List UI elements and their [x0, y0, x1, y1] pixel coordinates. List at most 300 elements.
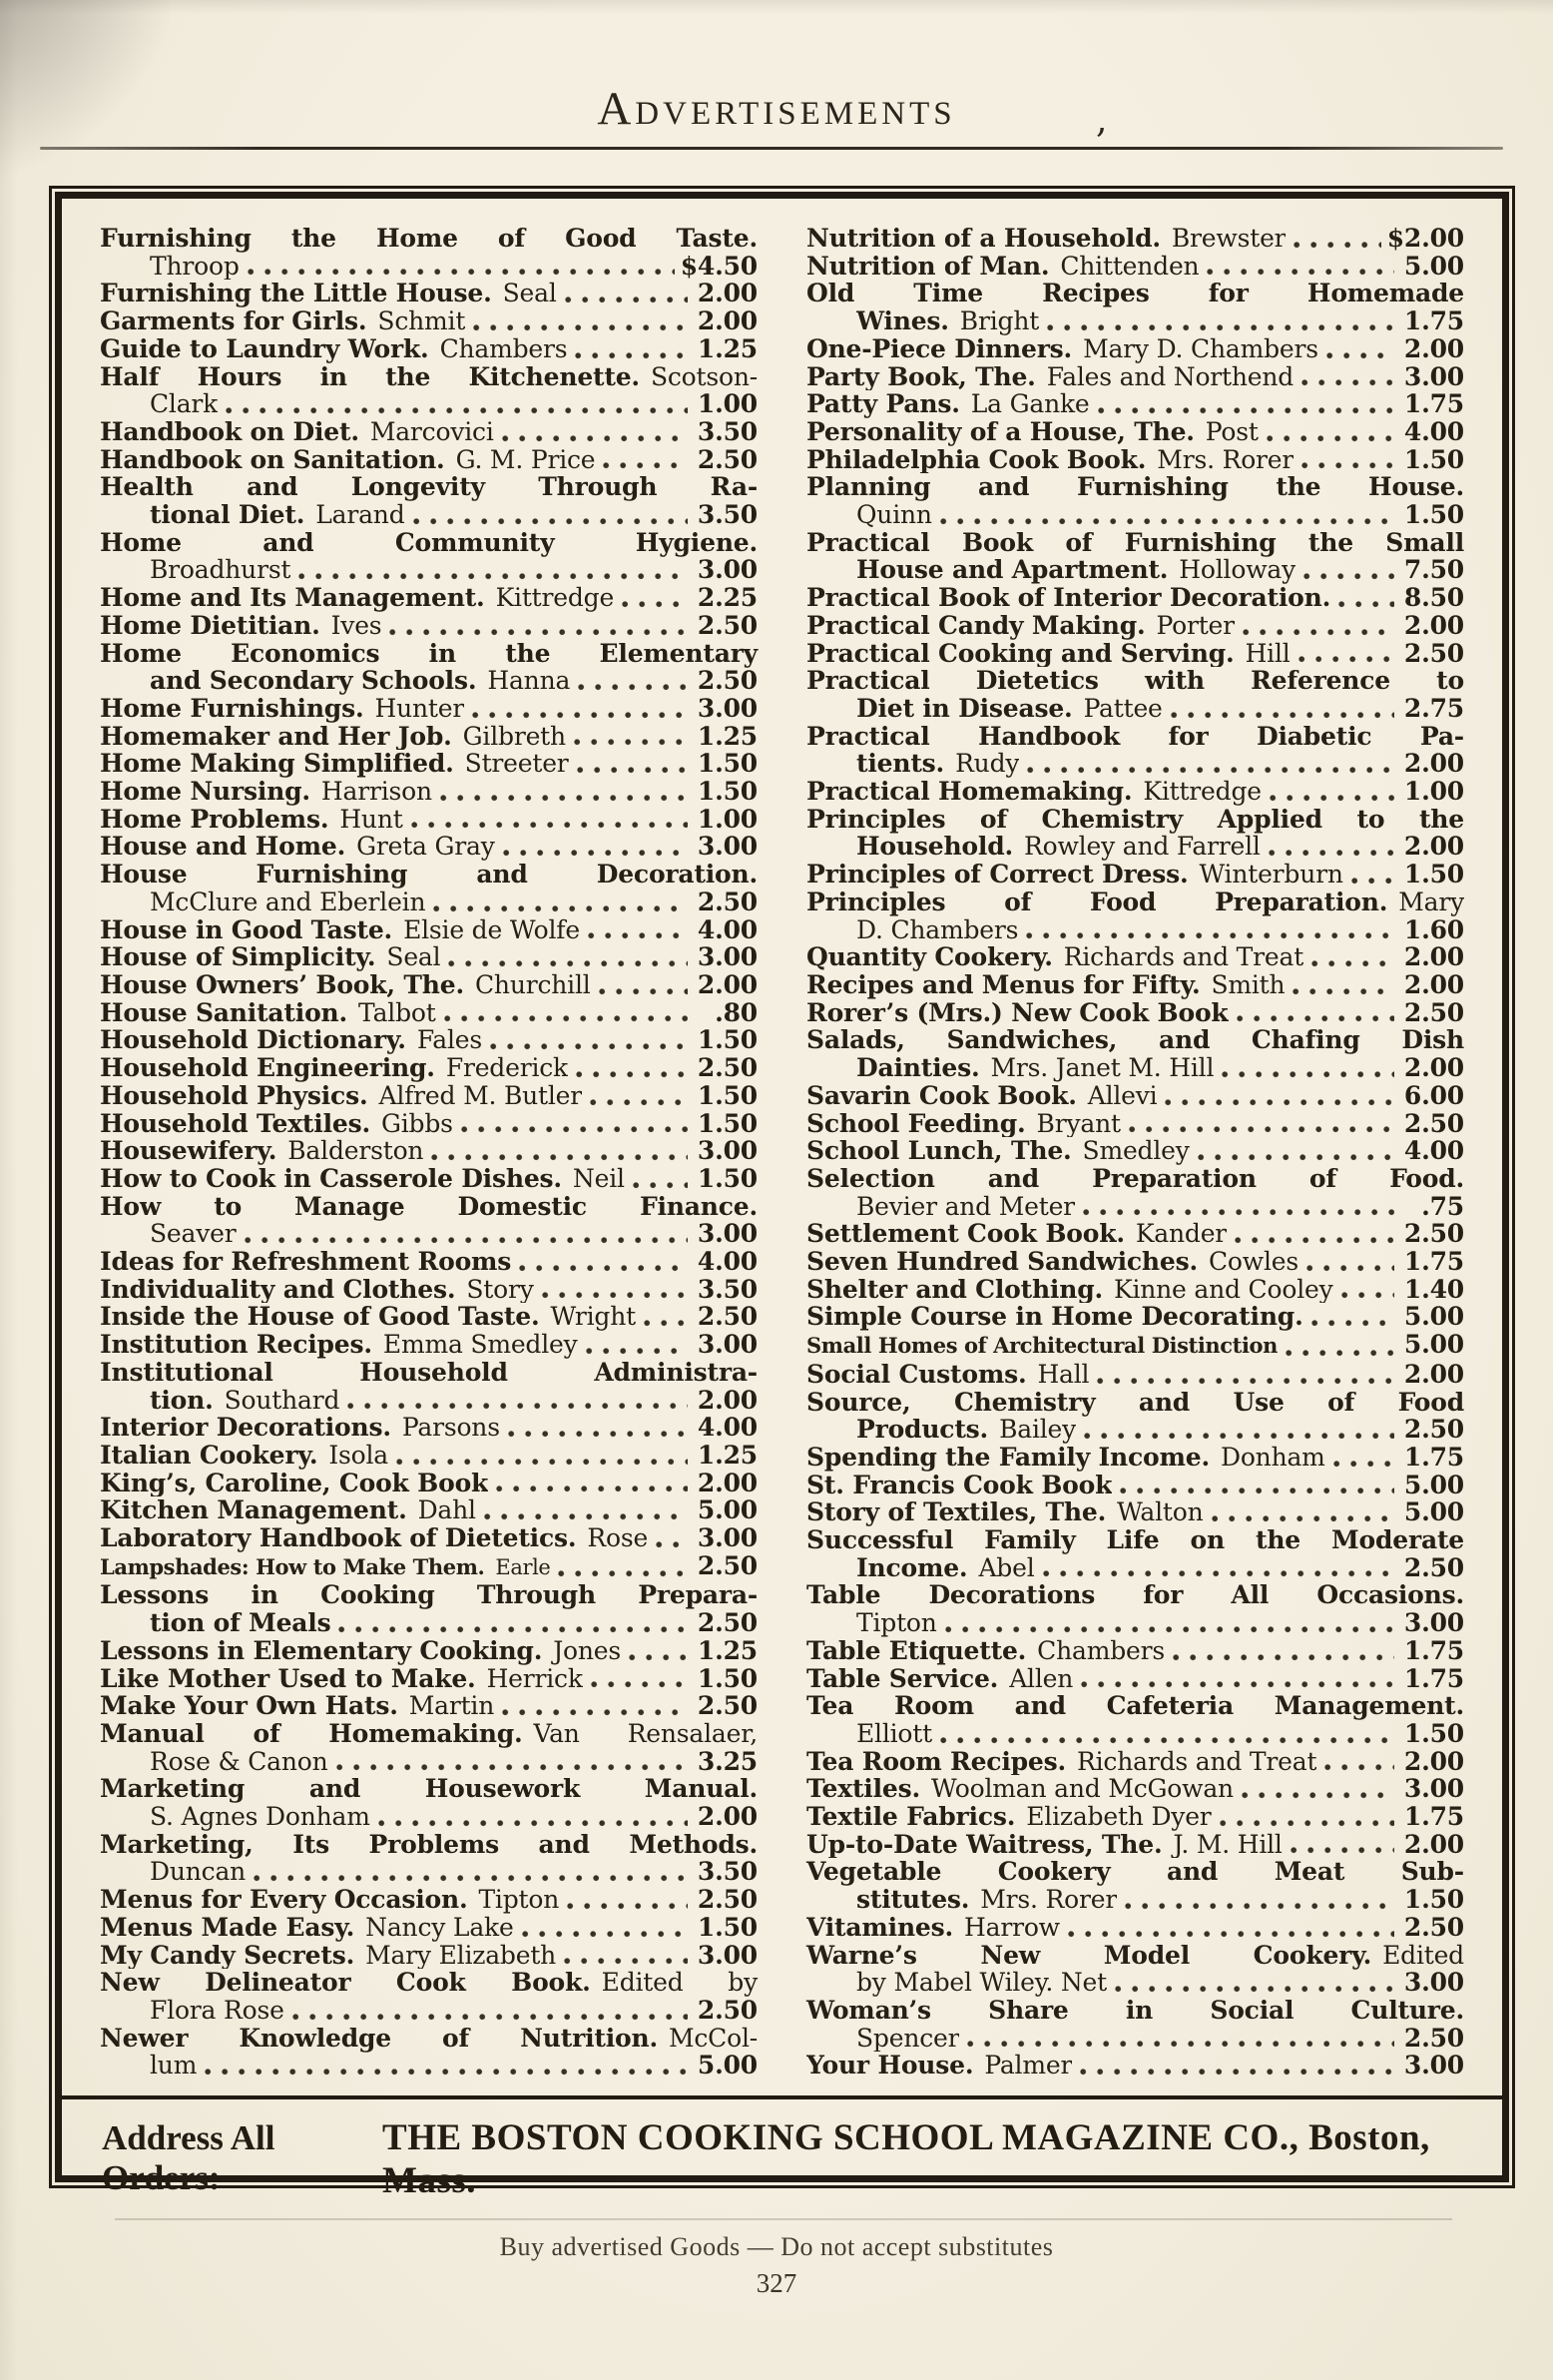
- book-line: [806, 307, 1464, 335]
- book-line-text: [100, 1303, 636, 1331]
- book-author: Throop: [150, 252, 240, 281]
- book-line-text: [806, 1472, 1112, 1499]
- book-line-text: [806, 528, 1464, 557]
- dot-leader: [448, 960, 688, 967]
- book-title: Lessons in Elementary Cooking.: [100, 1636, 543, 1665]
- book-line: [806, 1665, 1464, 1693]
- book-line-text: [100, 1774, 758, 1803]
- book-price: 3.00: [1403, 1774, 1464, 1804]
- book-title: Home Making Simplified.: [100, 750, 454, 779]
- book-line-text: [100, 1968, 758, 1997]
- book-title: Principles of Chemistry Applied to the: [806, 804, 1464, 834]
- book-line: [806, 446, 1464, 474]
- book-price: 2.50: [697, 610, 758, 640]
- book-line-text: [100, 639, 758, 668]
- book-line-text: [806, 472, 1464, 501]
- book-price: 2.50: [697, 1885, 758, 1915]
- book-price: 2.00: [697, 279, 758, 308]
- book-list-column-left: [100, 225, 758, 2085]
- book-entry: [806, 1692, 1464, 1747]
- book-author: Bright: [959, 307, 1040, 335]
- dot-leader: [564, 1958, 688, 1965]
- book-entry: [806, 446, 1464, 474]
- book-author: Rudy: [955, 750, 1020, 779]
- book-title: Source, Chemistry and Use of Food: [806, 1387, 1464, 1417]
- book-price: 2.00: [1403, 1359, 1464, 1389]
- book-price: 3.00: [697, 1940, 758, 1970]
- book-line: [806, 971, 1464, 999]
- book-title: Spending the Family Income.: [806, 1443, 1210, 1472]
- book-entry: [100, 640, 758, 695]
- book-entry: [100, 473, 758, 528]
- dot-leader: [1080, 2069, 1394, 2076]
- book-line: [806, 695, 1464, 723]
- book-list-column-right: [806, 225, 1464, 2085]
- book-entry: [100, 1248, 758, 1276]
- book-entry: [100, 806, 758, 834]
- book-title: Small Homes of Architectural Distinction: [806, 1333, 1279, 1359]
- book-line-text: [806, 1025, 1464, 1054]
- book-author: G. M. Price: [455, 445, 596, 474]
- book-line: [100, 1470, 758, 1497]
- book-line-text: [806, 1361, 1089, 1389]
- book-line: [806, 1165, 1464, 1193]
- book-price: 3.50: [697, 1857, 758, 1887]
- book-line-text: [806, 390, 1090, 418]
- book-title: Table Service.: [806, 1664, 999, 1693]
- book-author: Post: [1205, 417, 1259, 446]
- book-line-text: [100, 1524, 648, 1552]
- book-title: Income.: [856, 1553, 968, 1582]
- book-entry: [100, 1414, 758, 1442]
- dot-leader: [508, 1431, 688, 1438]
- book-author: Larand: [315, 501, 405, 529]
- book-price: 2.50: [697, 444, 758, 474]
- book-price: 2.50: [697, 887, 758, 916]
- book-line: [806, 1692, 1464, 1720]
- book-price: 1.50: [697, 777, 758, 807]
- book-author: J. M. Hill: [1173, 1830, 1283, 1859]
- dot-leader: [1351, 878, 1394, 885]
- book-line: [100, 1331, 758, 1359]
- book-price: 3.00: [697, 1219, 758, 1249]
- book-entry: [100, 723, 758, 751]
- book-line: [806, 473, 1464, 501]
- book-title: How to Cook in Casserole Dishes.: [100, 1164, 562, 1193]
- book-price: 1.40: [1403, 1274, 1464, 1304]
- book-author: Brewster: [1171, 225, 1287, 253]
- dot-leader: [1286, 1350, 1394, 1357]
- book-title: stitutes.: [856, 1886, 970, 1914]
- book-price: 1.25: [697, 721, 758, 751]
- book-price: 2.00: [1403, 610, 1464, 640]
- book-author: Edited by: [601, 1968, 758, 1998]
- book-line: [100, 943, 758, 971]
- page-number: 327: [756, 2268, 797, 2298]
- book-line: [806, 529, 1464, 557]
- book-entry: [806, 1082, 1464, 1110]
- book-author: Winterburn: [1199, 861, 1343, 889]
- book-entry: [100, 1110, 758, 1138]
- book-line: [100, 1748, 758, 1776]
- book-title: Nutrition of a Household.: [806, 225, 1161, 253]
- book-title: Handbook on Diet.: [100, 417, 359, 446]
- dot-leader: [205, 2069, 688, 2076]
- book-entry: [100, 1775, 758, 1830]
- book-price: 2.00: [1403, 1053, 1464, 1083]
- book-entry: [100, 335, 758, 363]
- book-title: Like Mother Used to Make.: [100, 1664, 476, 1693]
- book-title: Products.: [856, 1416, 989, 1444]
- book-line: [100, 667, 758, 695]
- dot-leader: [586, 1348, 688, 1355]
- book-entry: [100, 861, 758, 915]
- book-line: [806, 1720, 1464, 1748]
- book-line: [100, 253, 758, 281]
- book-price: 3.00: [697, 693, 758, 723]
- book-price: 3.00: [697, 555, 758, 585]
- book-line: [806, 280, 1464, 307]
- book-line-text: [150, 1220, 237, 1248]
- book-line-text: [806, 253, 1199, 281]
- book-price: 1.50: [697, 1025, 758, 1055]
- book-author: Martin: [408, 1692, 495, 1720]
- book-line-text: [856, 2025, 959, 2053]
- book-title: House and Home.: [100, 833, 346, 862]
- dot-leader: [574, 739, 688, 746]
- book-line-text: [856, 1886, 1117, 1914]
- book-title: My Candy Secrets.: [100, 1941, 355, 1970]
- book-line-text: [100, 1914, 514, 1942]
- book-price: 2.00: [1403, 749, 1464, 779]
- book-author: Porter: [1156, 611, 1235, 640]
- book-line-text: [100, 612, 381, 640]
- book-line-text: [806, 999, 1229, 1027]
- book-title: Woman’s Share in Social Culture.: [806, 1996, 1464, 2025]
- book-line-text: [806, 1941, 1464, 1970]
- book-entry: [100, 999, 758, 1027]
- book-title: Party Book, The.: [806, 362, 1036, 391]
- book-line: [100, 1942, 758, 1970]
- book-title: Table Etiquette.: [806, 1636, 1027, 1665]
- book-title: Vegetable Cookery and Meat Sub-: [806, 1857, 1464, 1887]
- book-author: Hall: [1037, 1360, 1090, 1389]
- book-line-text: [806, 1498, 1204, 1526]
- book-line: [100, 1886, 758, 1914]
- book-entry: [806, 1526, 1464, 1581]
- book-price: 2.00: [697, 1385, 758, 1415]
- book-price: 1.75: [1403, 1442, 1464, 1472]
- book-author: Hunt: [339, 805, 403, 834]
- dot-leader: [1125, 1903, 1394, 1910]
- book-title: Planning and Furnishing the House.: [806, 472, 1464, 502]
- dot-leader: [490, 1043, 688, 1050]
- book-line-text: [100, 750, 569, 778]
- book-price: 1.50: [697, 1163, 758, 1193]
- book-price: 5.00: [697, 1495, 758, 1525]
- book-title: Tea Room and Cafeteria Management.: [806, 1691, 1464, 1721]
- book-price: 1.50: [697, 1080, 758, 1110]
- book-author: Rose: [587, 1524, 649, 1552]
- book-entry: [806, 1248, 1464, 1276]
- book-entry: [100, 1552, 758, 1582]
- book-title: Make Your Own Hats.: [100, 1692, 398, 1720]
- book-line: [100, 1110, 758, 1138]
- book-author: Bryant: [1036, 1109, 1121, 1138]
- book-price: 2.00: [1403, 1746, 1464, 1776]
- book-entry: [806, 943, 1464, 971]
- dot-leader: [1324, 1764, 1394, 1771]
- book-title: House in Good Taste.: [100, 915, 393, 944]
- book-line: [100, 916, 758, 944]
- book-author: Flora Rose: [150, 1997, 284, 2025]
- dot-leader: [1306, 1265, 1394, 1272]
- book-author: Talbot: [358, 998, 436, 1027]
- book-line-text: [856, 1969, 1107, 1997]
- book-line: [806, 2052, 1464, 2080]
- dot-leader: [576, 1071, 688, 1078]
- book-line-text: [100, 584, 614, 612]
- book-line-text: [100, 943, 440, 971]
- book-author: Tipton: [856, 1609, 937, 1637]
- book-title: Lessons in Cooking Through Prepara-: [100, 1580, 758, 1610]
- book-author: Richards and Treat: [1063, 943, 1304, 971]
- book-line-text: [856, 833, 1261, 861]
- book-entry: [806, 335, 1464, 363]
- book-title: Manual of Homemaking.: [100, 1718, 523, 1748]
- dot-leader: [1027, 767, 1394, 774]
- book-title: Principles of Food Preparation.: [806, 887, 1388, 916]
- book-title: Diet in Disease.: [856, 694, 1073, 723]
- book-price: 5.00: [1403, 1330, 1464, 1360]
- book-title: Furnishing the Home of Good Taste.: [100, 225, 758, 253]
- book-entry: [806, 861, 1464, 889]
- dot-leader: [588, 932, 688, 939]
- book-title: Homemaker and Her Job.: [100, 722, 452, 751]
- book-line: [100, 1414, 758, 1442]
- book-entry: [806, 1331, 1464, 1361]
- dot-leader: [1338, 601, 1394, 608]
- book-line-text: [100, 1192, 758, 1221]
- book-title: Italian Cookery.: [100, 1441, 318, 1470]
- book-entry: [806, 806, 1464, 861]
- book-entry: [100, 1581, 758, 1636]
- book-entry: [100, 280, 758, 307]
- dot-leader: [336, 1764, 688, 1771]
- book-title: House Furnishing and Decoration.: [100, 860, 758, 890]
- dot-leader: [1269, 850, 1394, 857]
- book-author: by Mabel Wiley. Net: [856, 1969, 1107, 1997]
- book-entry: [100, 612, 758, 640]
- book-line-text: [806, 1082, 1157, 1110]
- book-entry: [806, 529, 1464, 584]
- book-line: [806, 943, 1464, 971]
- book-entry: [806, 612, 1464, 640]
- book-price: 1.50: [697, 1108, 758, 1138]
- book-author: Edited: [1382, 1940, 1464, 1970]
- book-line: [806, 584, 1464, 612]
- book-line: [806, 1331, 1464, 1361]
- book-line-text: [100, 528, 758, 557]
- book-price: 1.75: [1403, 1247, 1464, 1277]
- book-line: [100, 1442, 758, 1470]
- book-price: 3.00: [697, 1330, 758, 1360]
- book-line-text: [806, 1276, 1333, 1304]
- book-line: [100, 971, 758, 999]
- book-line-text: [806, 1857, 1464, 1886]
- book-entry: [806, 363, 1464, 391]
- book-author: Mary Elizabeth: [365, 1941, 557, 1970]
- dot-leader: [1301, 379, 1394, 386]
- book-line-text: [100, 1110, 453, 1138]
- book-line: [806, 1137, 1464, 1165]
- book-entry: [100, 833, 758, 861]
- book-title: Housewifery.: [100, 1137, 277, 1165]
- book-line-text: [100, 1165, 625, 1193]
- dot-leader: [578, 684, 688, 691]
- book-line: [806, 1110, 1464, 1138]
- book-entry: [100, 363, 758, 418]
- book-price: 2.50: [697, 666, 758, 696]
- book-price: 1.50: [1403, 1718, 1464, 1748]
- book-entry: [100, 1470, 758, 1497]
- book-line-text: [100, 1276, 534, 1304]
- book-entry: [806, 1914, 1464, 1942]
- book-line: [806, 253, 1464, 281]
- book-author: Clark: [150, 390, 219, 418]
- book-price: $4.50: [680, 251, 758, 281]
- book-title: Home Furnishings.: [100, 694, 364, 723]
- book-line: [806, 778, 1464, 806]
- book-author: Seal: [386, 943, 441, 971]
- book-title: New Delineator Cook Book.: [100, 1968, 591, 1998]
- book-author: Fales: [416, 1026, 482, 1055]
- book-author: Smith: [1211, 970, 1286, 999]
- book-author: Van Rensalaer,: [533, 1718, 758, 1748]
- book-title: tion.: [150, 1386, 214, 1415]
- book-price: 1.50: [697, 1663, 758, 1693]
- book-price: 2.50: [1403, 638, 1464, 668]
- book-title: Household Engineering.: [100, 1054, 435, 1082]
- book-price: 1.25: [697, 1440, 758, 1470]
- book-author: Richards and Treat: [1077, 1747, 1317, 1776]
- book-price: 2.50: [1403, 1108, 1464, 1138]
- book-line: [806, 861, 1464, 889]
- dot-leader: [629, 1654, 688, 1661]
- book-line-text: [150, 889, 425, 916]
- book-line-text: [806, 1137, 1190, 1165]
- dot-leader: [440, 795, 688, 802]
- book-author: Fales and Northend: [1046, 362, 1294, 391]
- dot-leader: [1326, 352, 1394, 359]
- dot-leader: [575, 352, 688, 359]
- book-price: 2.00: [1403, 942, 1464, 972]
- book-price: 2.75: [1403, 693, 1464, 723]
- book-price: 3.00: [697, 942, 758, 972]
- book-line-text: [856, 1554, 1035, 1582]
- book-title: Practical Homemaking.: [806, 778, 1133, 806]
- book-entry: [806, 1220, 1464, 1248]
- book-title: Philadelphia Cook Book.: [806, 445, 1147, 474]
- dot-leader: [1301, 462, 1394, 469]
- book-entry: [806, 971, 1464, 999]
- book-line: [100, 1387, 758, 1415]
- book-line-text: [150, 501, 405, 529]
- book-entry: [806, 640, 1464, 668]
- book-title: Ideas for Refreshment Rooms: [100, 1248, 512, 1276]
- dot-leader: [590, 1099, 688, 1106]
- dot-leader: [1171, 712, 1394, 719]
- book-entry: [100, 778, 758, 806]
- book-entry: [806, 889, 1464, 943]
- book-line: [806, 501, 1464, 529]
- book-line: [806, 833, 1464, 861]
- dot-leader: [226, 407, 688, 414]
- book-author: Rowley and Farrell: [1024, 833, 1261, 862]
- book-line-text: [100, 335, 567, 363]
- book-price: 3.50: [697, 1274, 758, 1304]
- book-line: [806, 390, 1464, 418]
- dot-leader: [1129, 1126, 1394, 1133]
- book-line: [100, 1720, 758, 1748]
- book-title: Your House.: [806, 2052, 974, 2081]
- book-line: [100, 1193, 758, 1221]
- book-line: [806, 1969, 1464, 1997]
- book-author: Gilbreth: [462, 722, 566, 751]
- book-line: [100, 1524, 758, 1552]
- book-line-text: [100, 806, 403, 834]
- book-line: [100, 1581, 758, 1609]
- book-line-text: [150, 390, 218, 418]
- book-line-text: [856, 501, 932, 529]
- book-line: [806, 1026, 1464, 1054]
- book-entry: [806, 253, 1464, 281]
- book-title: Selection and Preparation of Food.: [806, 1163, 1464, 1193]
- book-price: 3.50: [697, 500, 758, 530]
- book-author: Kander: [1135, 1220, 1228, 1249]
- book-author: Herrick: [486, 1664, 583, 1693]
- book-entry: [100, 1165, 758, 1193]
- dot-leader: [567, 1903, 688, 1910]
- book-price: 6.00: [1403, 1080, 1464, 1110]
- dot-leader: [1298, 656, 1394, 663]
- dot-leader: [472, 712, 688, 719]
- book-line-text: [150, 556, 290, 584]
- book-title: Furnishing the Little House.: [100, 280, 492, 308]
- book-title: Newer Knowledge of Nutrition.: [100, 2023, 658, 2053]
- book-price: 1.50: [697, 749, 758, 779]
- book-line-text: [100, 2024, 758, 2053]
- book-price: 1.00: [697, 389, 758, 419]
- book-line-text: [150, 1803, 370, 1831]
- book-line-text: [806, 1665, 1073, 1693]
- book-line-text: [806, 805, 1464, 834]
- book-line: [100, 225, 758, 253]
- dot-leader: [1220, 1820, 1394, 1827]
- book-title: Marketing, Its Problems and Methods.: [100, 1829, 758, 1859]
- book-author: lum: [150, 2052, 198, 2081]
- book-author: Allevi: [1087, 1081, 1158, 1110]
- book-title: Story of Textiles, The.: [806, 1498, 1107, 1527]
- dot-leader: [1097, 1378, 1394, 1385]
- book-line-text: [100, 1026, 482, 1054]
- book-entry: [806, 2052, 1464, 2080]
- book-title: Personality of a House, The.: [806, 417, 1195, 446]
- book-entry: [100, 750, 758, 778]
- book-author: Pattee: [1083, 694, 1163, 723]
- book-entry: [100, 1054, 758, 1082]
- book-price: 2.00: [1403, 969, 1464, 999]
